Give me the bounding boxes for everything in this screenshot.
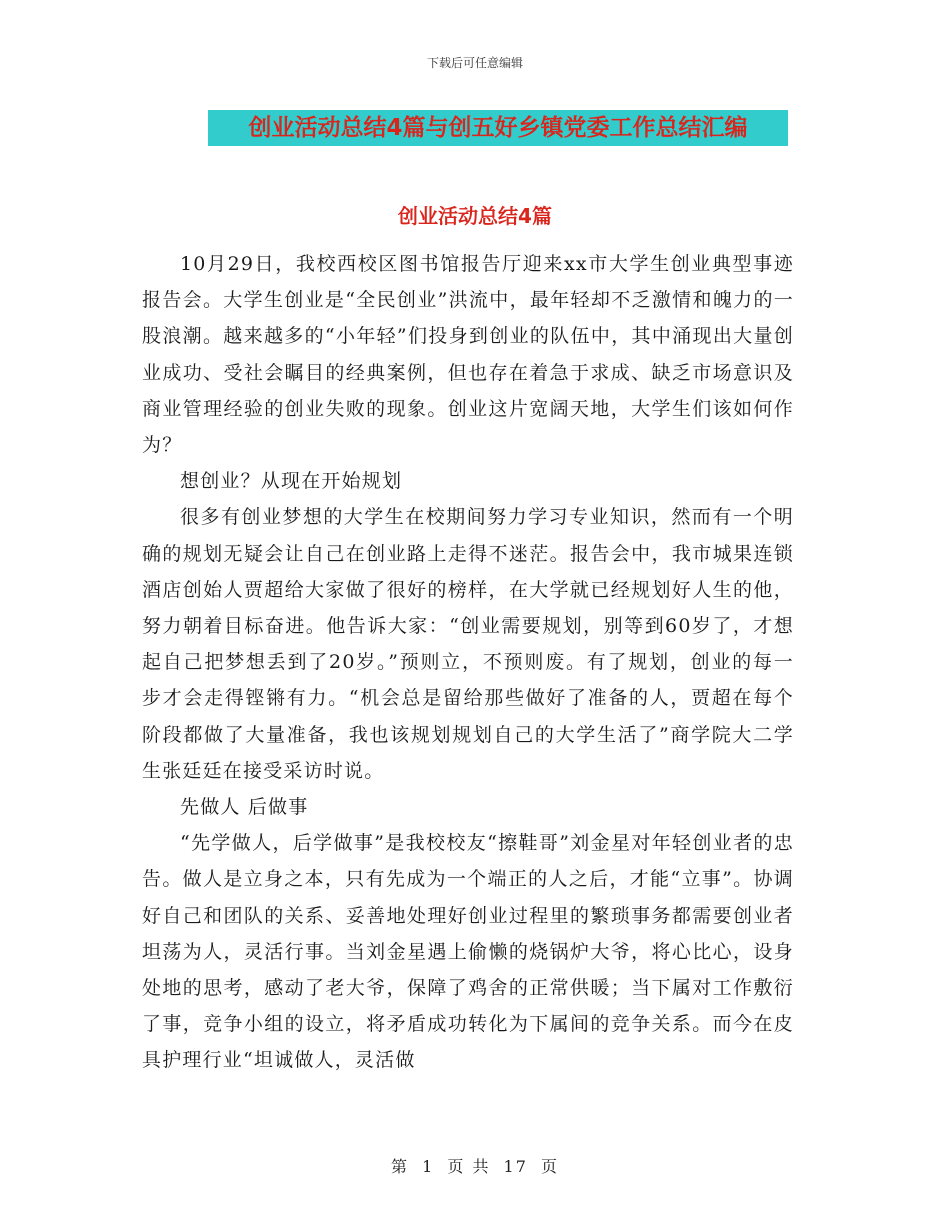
subheading-planning: 想创业？从现在开始规划 — [180, 470, 403, 493]
page-footer — [0, 1154, 950, 1177]
paragraph-character: “先学做人，后学做事”是我校校友“擦鞋哥”刘金星对年轻创业者的忠告。做人是立身之本，只有先成为一个端正的人之后，才能“立事”。协调好自己和团队的关系、妥善地处理好创业过程里的繁琐事务都需要创业者坦荡为人，灵活行事。当刘金星遇上偷懒的烧锅炉大爷，将心比心，设身处地的思考，感动了老大爷，保障了鸡舍的正常供暖；当下属对工作敷衍了事，竞争小组的设立，将矛盾成功转化为下属间的竞争关系。而今在皮具护理行业“坦诚做人，灵活做 — [142, 832, 794, 1072]
footer-suffix: 页 — [541, 1157, 560, 1176]
footer-total-pages: 17 — [503, 1157, 528, 1176]
paragraph-intro: 10月29日，我校西校区图书馆报告厅迎来xx市大学生创业典型事迹报告会。大学生创业是“全民创业”洪流中，最年轻却不乏激情和魄力的一股浪潮。越来越多的“小年轻”们投身到创业的队伍中，其中涌现出大量创业成功、受社会瞩目的经典案例，但也存在着急于求成、缺乏市场意识及商业管理经验的创业失败的现象。创业这片宽阔天地，大学生们该如何作为？ — [142, 253, 794, 457]
footer-page-number: 1 — [422, 1157, 435, 1176]
footer-middle: 页 共 — [447, 1157, 491, 1176]
paragraph-planning: 很多有创业梦想的大学生在校期间努力学习专业知识，然而有一个明确的规划无疑会让自己在创业路上走得不迷茫。报告会中，我市城果连锁酒店创始人贾超给大家做了很好的榜样，在大学就已经规划好人生的他，努力朝着目标奋进。他告诉大家：“创业需要规划，别等到60岁了，才想起自己把梦想丢到了20岁。”预则立，不预则废。有了规划，创业的每一步才会走得铿锵有力。“机会总是留给那些做好了准备的人，贾超在每个阶段都做了大量准备，我也该规划规划自己的大学生活了”商学院大二学生张廷廷在接受采访时说。 — [142, 506, 794, 782]
body-text — [142, 246, 794, 1079]
section-title: 创业活动总结4篇 — [398, 204, 552, 228]
footer-prefix: 第 — [390, 1157, 409, 1176]
header-note: 下载后可任意编辑 — [426, 56, 523, 70]
document-title: 创业活动总结4篇与创五好乡镇党委工作总结汇编 — [208, 110, 788, 146]
subheading-character: 先做人 后做事 — [180, 796, 309, 819]
